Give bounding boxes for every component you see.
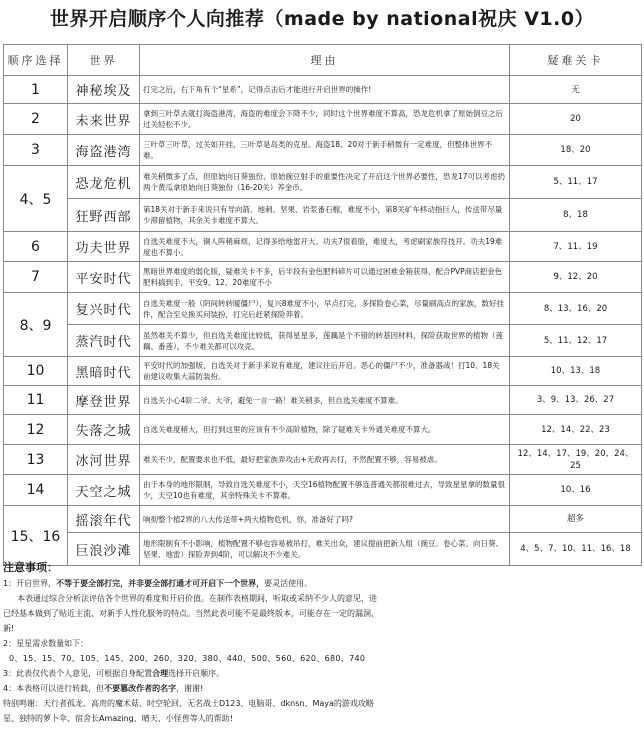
world-cell: 海盗港湾 bbox=[68, 135, 140, 166]
reason-cell: 打完之后，右下角有个“星系”，记得点击后才能进行开启世界的操作! bbox=[140, 76, 510, 104]
order-cell: 7 bbox=[4, 262, 68, 293]
levels-cell: 无 bbox=[510, 76, 642, 104]
world-cell: 恐龙危机 bbox=[68, 166, 140, 199]
reason-cell: 难关不少，配置要求也不低，最好把家族弄攻击+无敌再去打，不然配置不够，容易被虐。 bbox=[140, 445, 510, 475]
levels-cell: 5、11、12、17 bbox=[510, 325, 642, 357]
note-1-prefix: 1：开启世界， bbox=[3, 579, 57, 588]
table-row bbox=[4, 293, 642, 325]
order-cell: 10 bbox=[4, 357, 68, 386]
header-reason: 理由 bbox=[140, 45, 510, 76]
order-cell: 3 bbox=[4, 135, 68, 166]
table-row bbox=[4, 232, 642, 262]
note-3-bold: 合理 bbox=[152, 669, 169, 678]
note-4 bbox=[3, 681, 639, 696]
levels-cell: 12、14、17、19、20、24、25 bbox=[510, 445, 642, 475]
order-cell: 2 bbox=[4, 104, 68, 135]
world-order-table bbox=[3, 44, 642, 566]
header-order: 顺序选择 bbox=[4, 45, 68, 76]
table-row bbox=[4, 386, 642, 415]
thanks-line-2: 星、独特的萝卜伞、宿舍长Amazing、晴天、小怪兽等人的帮助! bbox=[3, 714, 233, 723]
reason-cell: 第18关对于新手来说只有导向箭、地刺、坚果、岩浆番石榴，难度不小，第8关矿车移动指巨人，传送带尽量少滞留植物，其余关卡难度不算大。 bbox=[140, 199, 510, 232]
note-3-prefix: 3：此表仅代表个人意见，可根据自身配置 bbox=[3, 669, 153, 678]
table-row bbox=[4, 262, 642, 293]
table-row bbox=[4, 475, 642, 506]
levels-cell: 18、20 bbox=[510, 135, 642, 166]
reason-cell: 自选关难度一般（阴间转转暖僵尸），复兴8难度不小，早点打完，多探险卷心菜，尽量刷高点的家族，数好挂件，配合至兑换买问装扮，打完后赶紧探险莽着。 bbox=[140, 293, 510, 325]
note-2: 2：星星需求数量如下： bbox=[3, 639, 89, 648]
levels-cell: 5、11、17 bbox=[510, 166, 642, 199]
table-row bbox=[4, 325, 642, 357]
reason-cell: 平安时代的加强版，自选关对于新手来说有难度，建议往后开启。恶心的僵尸不少，准备器战！打10、18关前建议收集大蒜防装扮。 bbox=[140, 357, 510, 386]
note-para-c: 新! bbox=[3, 624, 15, 633]
reason-cell: 地形限制有不小影响，植物配置不够也容易被吊打，难关出众，建议提前把新人组（豌豆、卷心菜、向日葵、坚果、地雷）探险弄到4阶，可以解决不少难关。 bbox=[140, 533, 510, 566]
levels-cell: 9、12、20 bbox=[510, 262, 642, 293]
table-header-row bbox=[4, 45, 642, 76]
levels-cell: 7、11、19 bbox=[510, 232, 642, 262]
note-1-suffix: 要灵活使用。 bbox=[264, 579, 313, 588]
order-cell: 8、9 bbox=[4, 293, 68, 357]
world-cell: 黑暗时代 bbox=[68, 357, 140, 386]
star-requirements: 0、15、15、70、105、145、200、260、320、380、440、500、560、620、680、740 bbox=[9, 654, 366, 663]
world-cell: 狂野西部 bbox=[68, 199, 140, 232]
page-title: 世界开启顺序个人向推荐（made by national祝庆 V1.0） bbox=[49, 8, 595, 30]
note-1-bold: 不等于要全部打完，并非要全部打通才可开启下一个世界， bbox=[56, 579, 265, 588]
levels-cell: 10、16 bbox=[510, 475, 642, 506]
table-row bbox=[4, 415, 642, 445]
order-cell: 1 bbox=[4, 76, 68, 104]
world-cell: 失落之城 bbox=[68, 415, 140, 445]
notes-heading: 注意事项： bbox=[3, 561, 58, 574]
table-row bbox=[4, 104, 642, 135]
table-row bbox=[4, 166, 642, 199]
world-cell: 天空之城 bbox=[68, 475, 140, 506]
reason-cell: 三叶草三叶草，过关如开挂，三叶草是岛类的克星。海盗18、20对于新手稍微有一定难度，但整体世界不难。 bbox=[140, 135, 510, 166]
table-row bbox=[4, 199, 642, 232]
world-cell: 未来世界 bbox=[68, 104, 140, 135]
reason-cell: 由于本身的地形限制，导致自选关难度不小，天空16植物配置不够连普通关都很难过去，导致星星拿的数量很少，天空10也有难度，其余特殊关卡不算难。 bbox=[140, 475, 510, 506]
header-world: 世界 bbox=[68, 45, 140, 76]
note-para-b: 已经基本做到了贴近主流、对新手人性化服务的特点。当然此表可能不是最终版本，可能存在一定的漏洞， bbox=[3, 609, 379, 618]
reason-cell: 虽然难关不算少，但自选关难度比较低，获得星星多，莲藕是个不错的转基因材料，探险获取世界的植物（莲藕、番莲），不少难关都可以攻克。 bbox=[140, 325, 510, 357]
order-cell: 11 bbox=[4, 386, 68, 415]
world-cell: 神秘埃及 bbox=[68, 76, 140, 104]
note-4-prefix: 4：本表格可以进行转载，但 bbox=[3, 684, 105, 693]
reason-cell: 难关稍微多了点，但原始向日葵独份、原始豌豆射手的重要性决定了开启这个世界必要性，恐龙17可以考虑扔两个黄瓜拿原始向日葵独份（16-20关）养金币。 bbox=[140, 166, 510, 199]
world-cell: 复兴时代 bbox=[68, 293, 140, 325]
world-cell: 蒸汽时代 bbox=[68, 325, 140, 357]
world-cell: 摩登世界 bbox=[68, 386, 140, 415]
notes-section bbox=[3, 560, 639, 726]
note-para-a: 本表通过综合分析法评估各个世界的难度和开启价值。在制作表格期间，听取或采纳不少人的意见，进 bbox=[17, 594, 377, 603]
order-cell: 6 bbox=[4, 232, 68, 262]
reason-cell: 自选关小心4阶二爷、大爷，避免一言一路！难关稍多，但自选关难度不算难。 bbox=[140, 386, 510, 415]
order-cell: 4、5 bbox=[4, 166, 68, 232]
reason-cell: 响彻整个植2界的八大传送带+两大植物危机，你，准备好了吗? bbox=[140, 506, 510, 533]
world-cell: 冰河世界 bbox=[68, 445, 140, 475]
note-3-suffix: 选择开启顺序。 bbox=[168, 669, 225, 678]
world-cell: 功夫世界 bbox=[68, 232, 140, 262]
header-levels: 疑难关卡 bbox=[510, 45, 642, 76]
note-3 bbox=[3, 666, 639, 681]
reason-cell: 黑暗世界难度的弱化版，疑难关卡不多，后半段有金色肥料碎片可以通过困难金箱获得，配合PVP商店把金色肥料搞到手，平安9、12、20难度不小 bbox=[140, 262, 510, 293]
levels-cell: 12、14、22、23 bbox=[510, 415, 642, 445]
levels-cell: 3、9、13、26、27 bbox=[510, 386, 642, 415]
order-cell: 12 bbox=[4, 415, 68, 445]
order-cell: 13 bbox=[4, 445, 68, 475]
levels-cell: 4、5、7、10、11、16、18 bbox=[510, 533, 642, 566]
table-row bbox=[4, 76, 642, 104]
order-cell: 14 bbox=[4, 475, 68, 506]
levels-cell: 8、13、16、20 bbox=[510, 293, 642, 325]
world-cell: 平安时代 bbox=[68, 262, 140, 293]
table-row bbox=[4, 135, 642, 166]
note-4-bold: 不要篡改作者的名字 bbox=[104, 684, 177, 693]
levels-cell: 超多 bbox=[510, 506, 642, 533]
reason-cell: 自选关难度稍大，但打到这里的应该有不少高阶植物，除了疑难关卡外通关难度不算大。 bbox=[140, 415, 510, 445]
order-cell: 15、16 bbox=[4, 506, 68, 566]
levels-cell: 20 bbox=[510, 104, 642, 135]
levels-cell: 10、13、18 bbox=[510, 357, 642, 386]
note-4-suffix: ，谢谢! bbox=[176, 684, 204, 693]
reason-cell: 拿到三叶草去就打海盗港湾，海盗的难度会下降不少，同时这个世界难度不算高，恐龙危机拿了原始倒豆之后过关轻松不少。 bbox=[140, 104, 510, 135]
reason-cell: 自选关难度不大，铜人阵稍麻烦，记得多给地雷开大。功夫7很看脸，难度大，考虑刷家族符技开。功夫19难度也不算小。 bbox=[140, 232, 510, 262]
note-1 bbox=[3, 576, 639, 591]
world-cell: 摇滚年代 bbox=[68, 506, 140, 533]
thanks-line-1: 特别鸣谢：天行者孤龙、高贵的魔术菇、时空轮回、无名战士D123、电脑哥、dknsn、Maya的游戏攻略 bbox=[3, 699, 374, 708]
table-row bbox=[4, 445, 642, 475]
world-cell: 巨浪沙滩 bbox=[68, 533, 140, 566]
levels-cell: 8、18 bbox=[510, 199, 642, 232]
table-row bbox=[4, 506, 642, 533]
table-row bbox=[4, 357, 642, 386]
